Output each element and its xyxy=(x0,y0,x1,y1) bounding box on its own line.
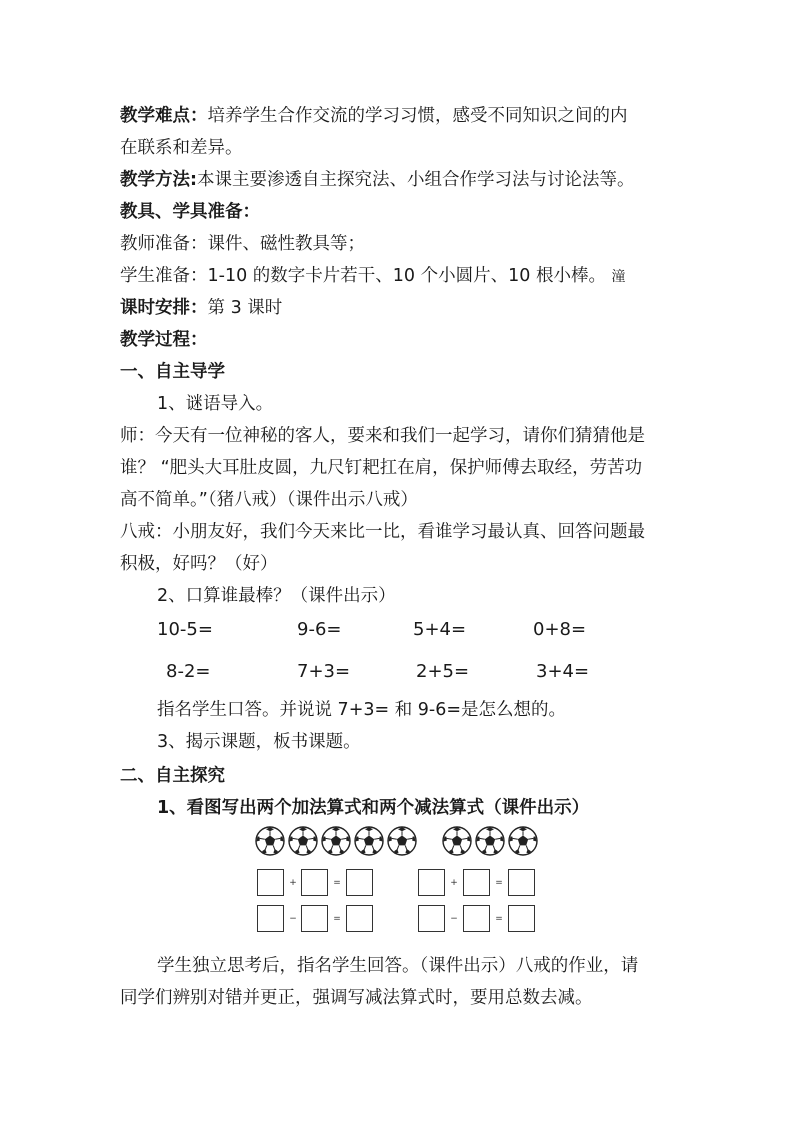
paragraph-line-2: 同学们辨别对错并更正，强调写减法算式时，要用总数去减。 xyxy=(120,988,593,1008)
section2-heading: 二、自主探究 xyxy=(120,766,225,786)
student-prep-line xyxy=(120,260,690,293)
teacher-prep: 教师准备：课件、磁性教具等； xyxy=(120,234,365,254)
minus-sign: − xyxy=(450,914,458,924)
answer-instruction: 指名学生口答。并说说 7+3= 和 9-6=是怎么想的。 xyxy=(157,700,567,720)
answer-box xyxy=(418,905,445,932)
method-label: 教学方法: xyxy=(120,170,197,190)
equation-5: 8-2= xyxy=(166,661,211,682)
equals-sign: = xyxy=(333,914,341,924)
plus-sign: + xyxy=(450,878,458,888)
section1-heading: 一、自主导学 xyxy=(120,362,225,382)
step3-line: 3、揭示课题，板书课题。 xyxy=(157,732,361,752)
equation-1: 10-5= xyxy=(157,619,213,640)
schedule-text: 第 3 课时 xyxy=(207,298,283,318)
teacher-line-1: 师：今天有一位神秘的客人，要来和我们一起学习，请你们猜猜他是 xyxy=(120,426,645,446)
process-heading: 教学过程： xyxy=(120,330,208,350)
equals-sign: = xyxy=(495,914,503,924)
soccer-ball-icon xyxy=(354,826,384,856)
task1-line: 1、看图写出两个加法算式和两个减法算式（课件出示） xyxy=(157,798,590,818)
schedule-label: 课时安排： xyxy=(120,298,208,318)
soccer-ball-icon xyxy=(475,826,505,856)
teacher-line-3: 高不简单。”（猪八戒）（课件出示八戒） xyxy=(120,490,418,510)
soccer-ball-icon xyxy=(508,826,538,856)
answer-box xyxy=(346,869,373,896)
equation-3: 5+4= xyxy=(413,619,467,640)
answer-box xyxy=(508,905,535,932)
answer-box xyxy=(346,905,373,932)
answer-box xyxy=(257,869,284,896)
answer-box xyxy=(418,869,445,896)
soccer-ball-icon xyxy=(387,826,417,856)
answer-box xyxy=(301,869,328,896)
equation-8: 3+4= xyxy=(536,661,590,682)
teacher-line-2: 谁？ “肥头大耳肚皮圆，九尺钉耙扛在肩，保护师傅去取经，劳苦功 xyxy=(120,458,643,478)
difficulty-line-1 xyxy=(120,100,690,132)
difficulty-label: 教学难点： xyxy=(120,106,208,126)
step2-line: 2、口算谁最棒？（课件出示） xyxy=(157,586,396,606)
soccer-ball-icon xyxy=(442,826,472,856)
soccer-ball-icon xyxy=(255,826,285,856)
equation-7: 2+5= xyxy=(416,661,470,682)
difficulty-text: 培养学生合作交流的学习习惯，感受不同知识之间的内 xyxy=(207,106,628,126)
paragraph-line-1: 学生独立思考后，指名学生回答。（课件出示）八戒的作业，请 xyxy=(157,956,639,976)
answer-box xyxy=(257,905,284,932)
schedule-line xyxy=(120,292,690,324)
plus-sign: + xyxy=(289,878,297,888)
method-line xyxy=(120,164,690,196)
student-prep-mark: 潼 xyxy=(611,269,626,285)
equals-sign: = xyxy=(495,878,503,888)
soccer-ball-icon xyxy=(321,826,351,856)
pig-line-2: 积极，好吗？（好） xyxy=(120,554,278,574)
equation-2: 9-6= xyxy=(297,619,342,640)
method-text: 本课主要渗透自主探究法、小组合作学习法与讨论法等。 xyxy=(197,170,635,190)
step1-line: 1、谜语导入。 xyxy=(157,394,274,414)
student-prep: 学生准备：1-10 的数字卡片若干、10 个小圆片、10 根小棒。 xyxy=(120,266,606,286)
answer-box xyxy=(463,869,490,896)
soccer-ball-icon xyxy=(288,826,318,856)
equals-sign: = xyxy=(333,878,341,888)
equation-4: 0+8= xyxy=(533,619,587,640)
pig-line-1: 八戒：小朋友好，我们今天来比一比，看谁学习最认真、回答问题最 xyxy=(120,522,645,542)
answer-box xyxy=(508,869,535,896)
equation-6: 7+3= xyxy=(297,661,351,682)
difficulty-line-2: 在联系和差异。 xyxy=(120,138,243,158)
minus-sign: − xyxy=(289,914,297,924)
answer-box xyxy=(301,905,328,932)
answer-box xyxy=(463,905,490,932)
tools-heading: 教具、学具准备： xyxy=(120,202,260,222)
